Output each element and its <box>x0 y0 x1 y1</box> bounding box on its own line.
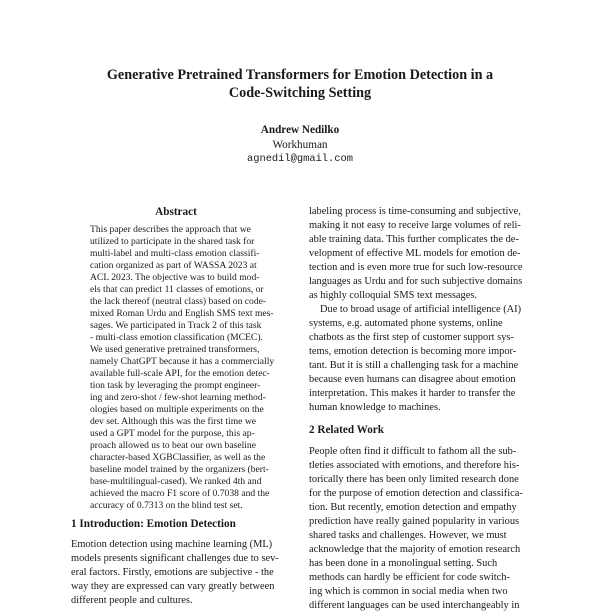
abstract-line: achieved the macro F1 score of 0.7038 and the <box>90 488 270 499</box>
abstract-line: We used generative pretrained transformers, <box>90 344 260 355</box>
related-line: has been done in a monolingual setting. Such <box>309 558 498 569</box>
intro-line: way they are expressed can vary greatly between <box>71 581 275 592</box>
related-line: tion. But recently, emotion detection and empathy <box>309 502 517 513</box>
abstract-line: available full-scale API, for the emotion detec- <box>90 368 270 379</box>
author-name: Andrew Nedilko <box>260 124 340 136</box>
right-para2-line: interpretation. This makes it harder to transfer the <box>309 388 516 399</box>
author-affiliation: Workhuman <box>272 139 328 151</box>
related-line: different languages can be used interchangeably in <box>309 600 520 611</box>
abstract-line: els that can predict 11 classes of emotions, or <box>90 284 264 295</box>
right-para1-line: languages as Urdu and for such subjective domains <box>309 276 523 287</box>
related-line: shared tasks and challenges. However, we must <box>309 530 507 541</box>
abstract-line: ing and zero-shot / few-shot learning method- <box>90 392 266 403</box>
right-para2-line: tems, emotion detection is becoming more impor- <box>309 346 517 357</box>
abstract-line: proach allowed us to beat our own baseline <box>90 440 256 451</box>
intro-line: eral factors. Firstly, emotions are subjective - the <box>71 567 274 578</box>
abstract-heading: Abstract <box>155 206 197 218</box>
paper-title <box>60 66 540 102</box>
right-para1-line: making it not easy to receive large volumes of reli- <box>309 220 521 231</box>
right-para1-line: able training data. This further complicates the de- <box>309 234 519 245</box>
abstract-line: multi-label and multi-class emotion classifi- <box>90 248 260 259</box>
right-para2-line: chatbots as the first step of customer support sys- <box>309 332 514 343</box>
right-para1-line: velopment of effective ML models for emotion de- <box>309 248 521 259</box>
right-para2-line: human knowledge to machines. <box>309 402 441 413</box>
abstract-line: base-multilingual-cased). We ranked 4th and <box>90 476 262 487</box>
related-work-heading: 2 Related Work <box>309 424 384 436</box>
abstract-line: baseline model trained by the organizers (bert- <box>90 464 269 475</box>
right-para2-line: Due to broad usage of artificial intelligence (AI) <box>320 304 522 315</box>
related-line: for the purpose of emotion detection and classifica- <box>309 488 523 499</box>
related-line: tleties associated with emotions, and therefore his- <box>309 460 520 471</box>
abstract-line: ologies based on multiple experiments on the <box>90 404 264 415</box>
related-line: ing which is common in social media when two <box>309 586 508 597</box>
author-email: agnedil@gmail.com <box>246 153 353 165</box>
title-line-2: Code-Switching Setting <box>228 85 372 101</box>
intro-line: models presents significant challenges due to sev- <box>71 553 279 564</box>
abstract-line: ACL 2023. The objective was to build mod- <box>90 272 260 283</box>
intro-line: Emotion detection using machine learning (ML) <box>71 539 273 550</box>
abstract-line: sages. We participated in Track 2 of this task <box>90 320 262 331</box>
right-para1-line: tection and is even more true for such low-resource <box>309 262 523 273</box>
right-para1-line: labeling process is time-consuming and subjective, <box>309 206 521 217</box>
right-para2-line: tant. But it is still a challenging task for a machine <box>309 360 519 371</box>
abstract-line: - multi-class emotion classification (MCEC). <box>90 332 263 343</box>
intro-heading: 1 Introduction: Emotion Detection <box>71 518 236 530</box>
right-para1-line: as highly colloquial SMS text messages. <box>309 290 477 301</box>
right-para2-line: systems, e.g. automated phone systems, online <box>309 318 503 329</box>
abstract-line: mixed Roman Urdu and English SMS text mes- <box>90 308 274 319</box>
related-line: acknowledge that the majority of emotion research <box>309 544 521 555</box>
abstract-line: the lack thereof (neutral class) based on code- <box>90 296 267 307</box>
abstract-line: cation organized as part of WASSA 2023 at <box>90 260 257 271</box>
abstract-line: character-based XGBClassifier, as well as the <box>90 452 266 463</box>
abstract-line: namely ChatGPT because it has a commercially <box>90 356 275 367</box>
right-para2-line: because even humans can disagree about emotion <box>309 374 516 385</box>
abstract-line: accuracy of 0.7313 on the blind test set. <box>90 500 243 511</box>
abstract-line: utilized to participate in the shared task for <box>90 236 255 247</box>
abstract-line: tion task by leveraging the prompt engineer- <box>90 380 261 391</box>
abstract-line: dev set. Although this was the first time we <box>90 416 257 427</box>
title-line-1: Generative Pretrained Transformers for Emotion Detection in a <box>106 67 494 83</box>
abstract-line: used a GPT model for the purpose, this ap- <box>90 428 255 439</box>
related-line: prediction have really gained popularity in various <box>309 516 520 527</box>
abstract-line: This paper describes the approach that we <box>90 224 251 235</box>
intro-line: different people and cultures. <box>71 595 193 606</box>
related-line: People often find it difficult to fathom all the sub- <box>309 446 517 457</box>
related-line: torically there has been only limited research done <box>309 474 519 485</box>
related-line: methods can hardly be efficient for code switch- <box>309 572 510 583</box>
